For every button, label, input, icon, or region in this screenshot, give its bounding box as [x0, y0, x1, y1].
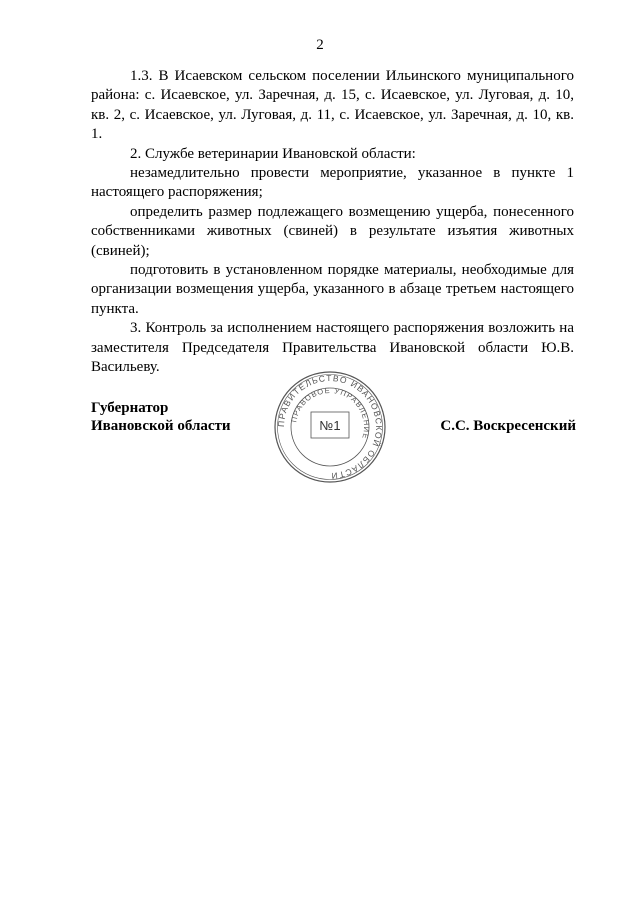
official-seal: [273, 370, 387, 484]
paragraph-2-item-3: подготовить в установленном порядке материалы, необходимые для организации возмещения ущерба, указанного в абзаце третьем настоящего пункта.: [91, 262, 574, 317]
paragraph-2-item-2: определить размер подлежащего возмещению ущерба, понесенного собственниками животных (свиней) в результате изъятия животных (свиней);: [91, 203, 574, 259]
paragraph-2: 2. Службе ветеринарии Ивановской области:: [130, 145, 416, 162]
paragraph-1-3: 1.3. В Исаевском сельском поселении Ильинского муниципального района: с. Исаевское, ул. Заречная, д. 15, с. Исаевское, ул. Луговая, д. 10, кв. 2, с. Исаевское, ул. Луговая, д. 11, с. Исаевское, ул. Заречная, д. 10, кв. 1.: [91, 68, 574, 143]
page-number: 2: [316, 37, 324, 53]
signatory-name: С.С. Воскресенский: [440, 418, 576, 434]
paragraph-3: 3. Контроль за исполнением настоящего распоряжения возложить на заместителя Председателя Правительства Ивановской области Ю.В. Васильеву.: [91, 320, 574, 376]
signatory-title-line2: Ивановской области: [91, 418, 231, 434]
seal-number: №1: [319, 418, 341, 433]
document-body: [91, 67, 574, 378]
signatory-title: [91, 399, 231, 435]
signatory-title-line1: Губернатор: [91, 400, 169, 416]
seal-inner-text: ПРАВОВОЕ УПРАВЛЕНИЕ: [289, 385, 372, 441]
paragraph-2-item-1: незамедлительно провести мероприятие, указанное в пункте 1 настоящего распоряжения;: [91, 165, 574, 201]
seal-outer-text: ПРАВИТЕЛЬСТВО ИВАНОВСКОЙ ОБЛАСТИ: [275, 372, 385, 482]
